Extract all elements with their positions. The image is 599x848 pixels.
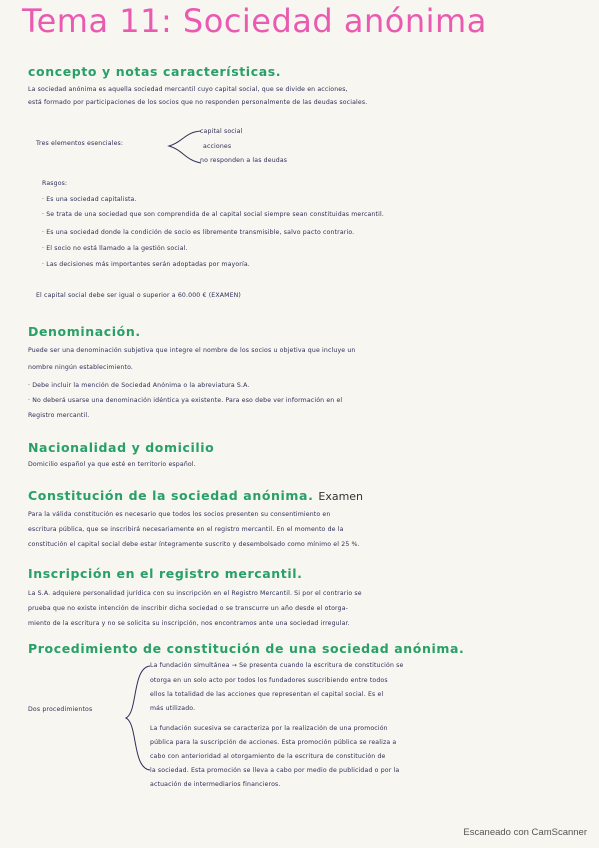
heading-constitucion-text: Constitución de la sociedad anónima. (28, 488, 314, 503)
heading-constitucion-note: Examen (318, 490, 364, 503)
rasgo-3: · Es una sociedad donde la condición de socio es libremente transmisible, salvo pacto contrario. (42, 229, 355, 236)
elemento-deudas: no responden a las deudas (200, 157, 288, 164)
denominacion-bullet-2: · No deberá usarse una denominación idéntica ya existente. Para eso debe ver información en el (28, 397, 343, 404)
inscripcion-line-1: La S.A. adquiere personalidad jurídica con su inscripción en el Registro Mercantil. Si por el contrario se (28, 590, 362, 597)
elemento-capital: capital social (200, 128, 243, 135)
inscripcion-line-2: prueba que no existe intención de inscribir dicha sociedad o se transcurre un año desde el otorga- (28, 605, 349, 612)
rasgos-label: Rasgos: (42, 180, 68, 187)
denominacion-line-2: nombre ningún establecimiento. (28, 364, 134, 371)
capital-note: El capital social debe ser igual o superior a 60.000 € (EXAMEN) (36, 292, 241, 299)
sucesiva-line-2: pública para la suscripción de acciones. Esta promoción pública se realiza a (150, 739, 397, 746)
rasgo-1: · Es una sociedad capitalista. (42, 196, 137, 203)
sucesiva-line-4: la sociedad. Esta promoción se lleva a cabo por medio de publicidad o por la (150, 767, 400, 774)
concepto-line-2: está formado por participaciones de los socios que no responden personalmente de las deudas sociales. (28, 99, 368, 106)
rasgo-4: · El socio no está llamado a la gestión social. (42, 245, 188, 252)
constitucion-line-2: escritura pública, que se inscribirá necesariamente en el registro mercantil. En el momento de la (28, 526, 344, 533)
simultanea-line-4: más utilizado. (150, 705, 196, 712)
constitucion-line-1: Para la válida constitución es necesario que todos los socios presenten su consentimiento en (28, 511, 331, 518)
nacionalidad-line-1: Domicilio español ya que esté en territorio español. (28, 461, 196, 468)
page-title: Tema 11: Sociedad anónima (22, 2, 487, 40)
denominacion-bullet-1: · Debe incluir la mención de Sociedad Anónima o la abreviatura S.A. (28, 382, 250, 389)
elementos-brace-icon (165, 128, 205, 166)
rasgo-2: · Se trata de una sociedad que son comprendida de al capital social siempre sean constituidas mercantil. (42, 211, 384, 218)
concepto-line-1: La sociedad anónima es aquella sociedad mercantil cuyo capital social, que se divide en acciones, (28, 86, 348, 93)
heading-nacionalidad: Nacionalidad y domicilio (28, 440, 215, 455)
inscripcion-line-3: miento de la escritura y no se solicita su inscripción, nos encontramos ante una sociedad irregular. (28, 620, 350, 627)
constitucion-line-3: constitución el capital social debe estar íntegramente suscrito y desembolsado como mínimo el 25 %. (28, 541, 360, 548)
scanner-watermark: Escaneado con CamScanner (463, 827, 587, 838)
sucesiva-line-1: La fundación sucesiva se caracteriza por la realización de una promoción (150, 725, 388, 732)
elemento-acciones: acciones (203, 143, 232, 150)
heading-denominacion: Denominación. (28, 324, 141, 339)
procedimientos-brace-icon (124, 664, 152, 772)
denominacion-bullet-3: Registro mercantil. (28, 412, 90, 419)
sucesiva-line-3: cabo con anterioridad al otorgamiento de la escritura de constitución de (150, 753, 386, 760)
denominacion-line-1: Puede ser una denominación subjetiva que integre el nombre de los socios u objetiva que incluye un (28, 347, 356, 354)
simultanea-line-3: ellos la totalidad de las acciones que representan el capital social. Es el (150, 691, 384, 698)
heading-constitucion (28, 488, 363, 503)
elementos-label: Tres elementos esenciales: (36, 140, 124, 147)
simultanea-line-1: La fundación simultánea → Se presenta cuando la escritura de constitución se (150, 662, 404, 669)
sucesiva-line-5: actuación de intermediarios financieros. (150, 781, 281, 788)
heading-procedimiento: Procedimiento de constitución de una sociedad anónima. (28, 641, 465, 656)
heading-concepto: concepto y notas características. (28, 64, 282, 79)
heading-inscripcion: Inscripción en el registro mercantil. (28, 566, 303, 581)
simultanea-line-2: otorga en un solo acto por todos los fundadores suscribiendo entre todos (150, 677, 388, 684)
dos-procedimientos-label: Dos procedimientos (28, 706, 93, 713)
rasgo-5: · Las decisiones más importantes serán adoptadas por mayoría. (42, 261, 250, 268)
